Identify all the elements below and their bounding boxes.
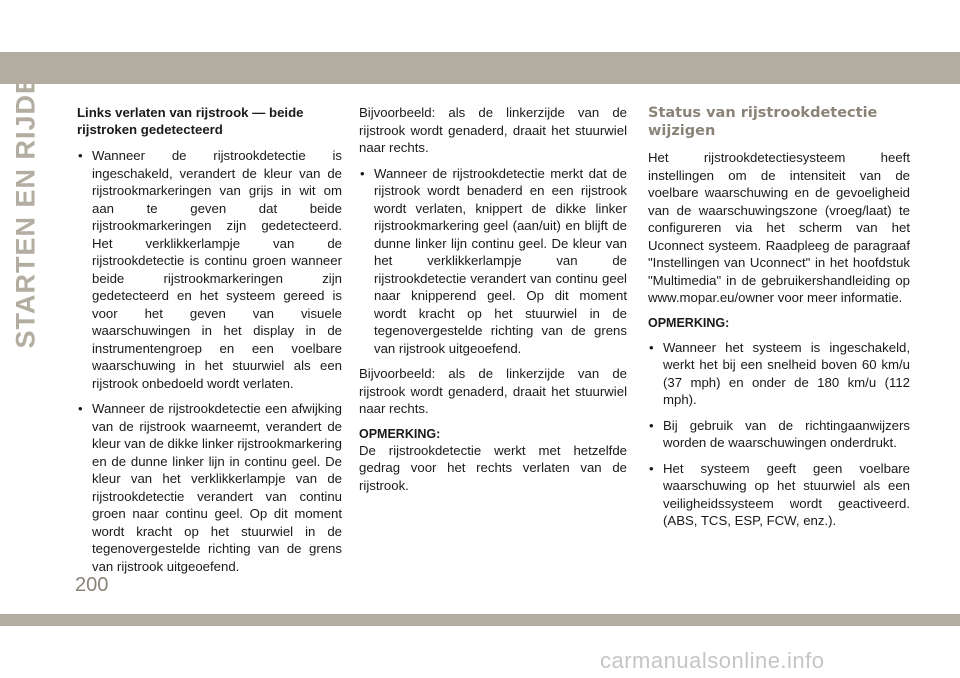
bullet-list: [648, 339, 910, 530]
paragraph: Het rijstrookdetectiesysteem heeft instellingen om de intensiteit van de voelbare waarschuwing en de gevoeligheid van de waarschuwingszone (vroeg/laat) te configureren via het scherm van het Uconnect systeem. Raadpleeg de paragraaf "Instellingen van Uconnect" in het hoofdstuk "Multimedia" in de gebruikershandleiding op www.mopar.eu/owner voor meer informatie.: [648, 150, 910, 305]
list-item: • Wanneer het systeem is ingeschakeld, werkt het bij een snelheid boven 60 km/u (37 mph) en onder de 180 km/u (112 mph).: [648, 339, 910, 409]
list-item: • Bij gebruik van de richtingaanwijzers worden de waarschuwingen onderdrukt.: [648, 417, 910, 452]
watermark: carmanualsonline.info: [600, 648, 825, 673]
column-left: [77, 104, 342, 583]
note-label: OPMERKING:: [359, 426, 441, 441]
bullet-list: [77, 147, 342, 575]
note-label: OPMERKING:: [648, 315, 730, 330]
list-item: • Wanneer de rijstrookdetectie merkt dat de rijstrook wordt benaderd en een rijstrook wordt verlaten, knippert de dikke linker rijstrookmarkering geel (aan/uit) en blijft de dunne linker lijn continu geel. De kleur van het verklikkerlampje van de rijstrookdetectie verandert van continu geel naar knipperend geel. Op dit moment wordt kracht op het stuurwiel in de tegenovergestelde richting van de grens van rijstrook uitgeoefend.: [359, 165, 627, 358]
note-text: De rijstrookdetectie werkt met hetzelfde gedrag voor het rechts verlaten van de rijstrook.: [359, 442, 627, 493]
section-title: STARTEN EN RIJDEN: [10, 53, 41, 349]
subheading-left-exit: Links verlaten van rijstrook — beide rijstroken gedetecteerd: [77, 105, 304, 137]
list-item: • Wanneer de rijstrookdetectie is ingeschakeld, verandert de kleur van de rijstrookmarkeringen van grijs in wit om aan te geven dat beide rijstrookmarkeringen zijn gedetecteerd. Het verklikkerlampje van de rijstrookdetectie is continu groen wanneer beide rijstrookmarkeringen zijn gedetecteerd en het systeem gereed is voor het geven van visuele waarschuwingen in het display in de instrumentengroep en een voelbare waarschuwing in het stuurwiel als een rijstrook onbedoeld wordt verlaten.: [77, 147, 342, 392]
section-side-tab: [8, 53, 44, 349]
column-right: [648, 104, 910, 538]
section-heading: Status van rijstrookdetectie wijzigen: [648, 105, 878, 139]
list-item: • Wanneer de rijstrookdetectie een afwijking van de rijstrook waarneemt, verandert de kleur van de dikke linker rijstrookmarkering en de dunne linker lijn in continu geel. De kleur van het verklikkerlampje van de rijstrookdetectie verandert van continu groen naar continu geel. Op dit moment wordt kracht op het stuurwiel in de tegenovergestelde richting van de grens van rijstrook uitgeoefend.: [77, 400, 342, 575]
header-band: [0, 52, 960, 84]
footer-band: [0, 614, 960, 626]
bullet-list: [359, 165, 627, 358]
column-middle: [359, 104, 627, 502]
paragraph: Bijvoorbeeld: als de linkerzijde van de rijstrook wordt genaderd, draait het stuurwiel naar rechts.: [359, 105, 627, 155]
list-item: • Het systeem geeft geen voelbare waarschuwing op het stuurwiel als een veiligheidssysteem wordt geactiveerd. (ABS, TCS, ESP, FCW, enz.).: [648, 460, 910, 530]
page-number: 200: [75, 574, 109, 596]
paragraph: Bijvoorbeeld: als de linkerzijde van de rijstrook wordt genaderd, draait het stuurwiel naar rechts.: [359, 366, 627, 416]
